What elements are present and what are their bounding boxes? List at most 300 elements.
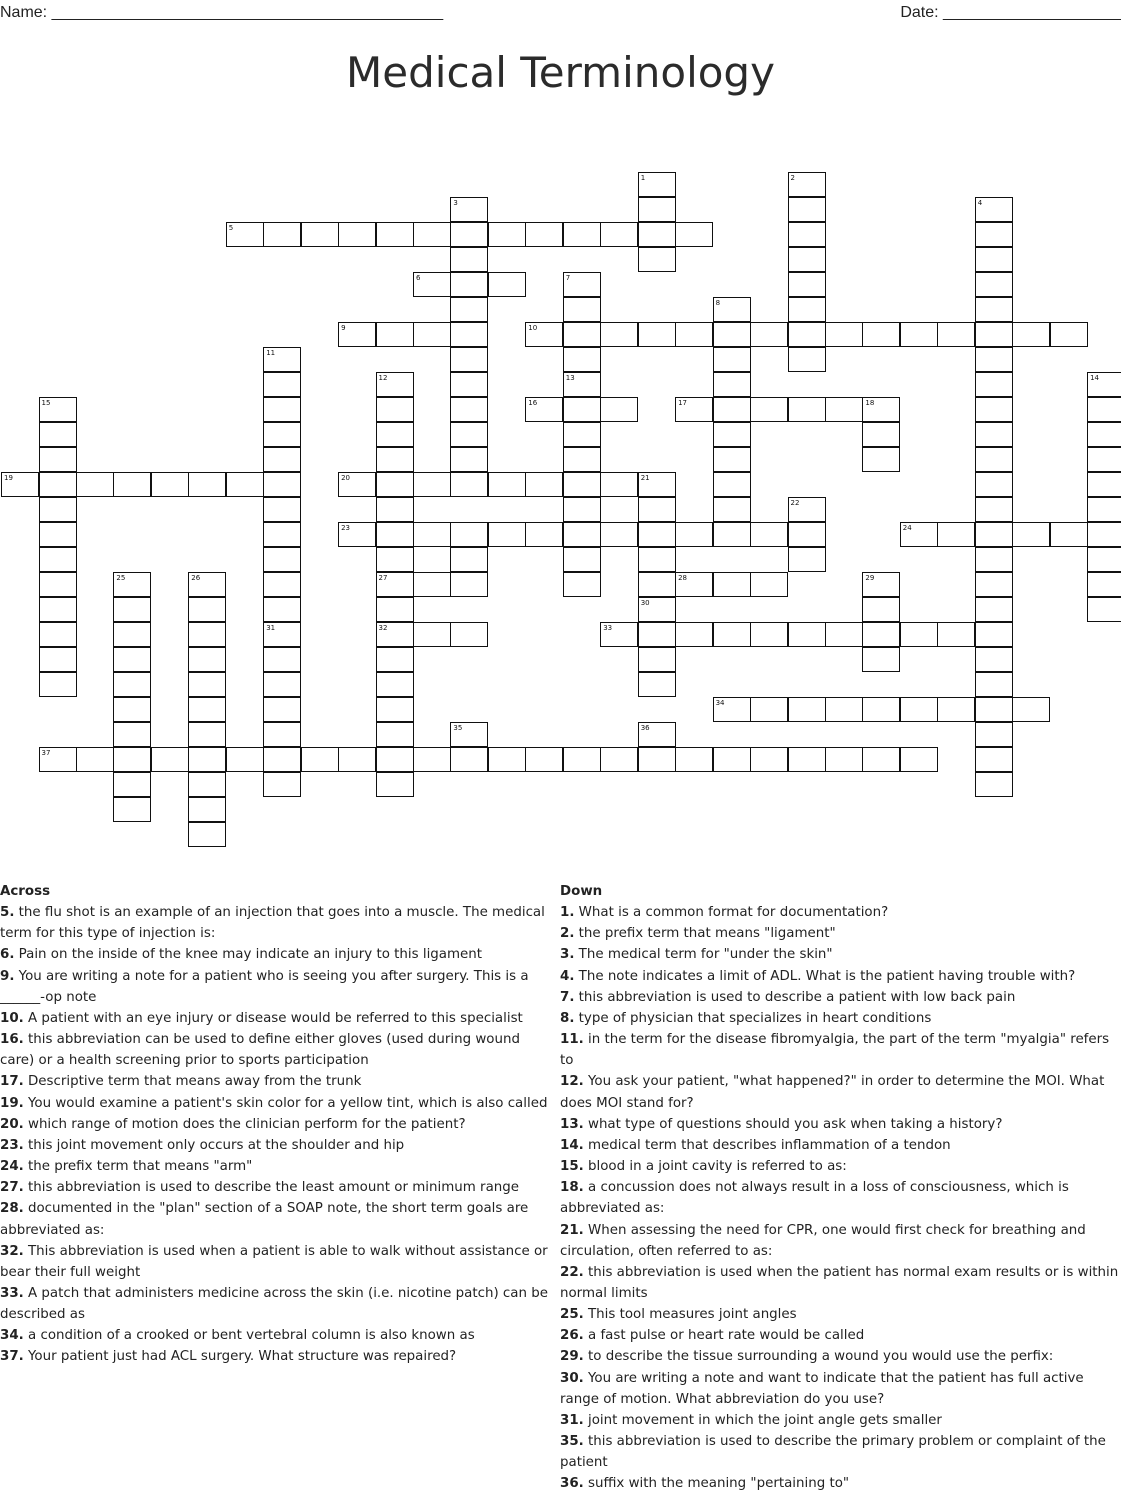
crossword-cell[interactable] (638, 647, 676, 672)
crossword-cell[interactable] (263, 372, 301, 397)
crossword-cell[interactable] (713, 297, 751, 322)
crossword-cell[interactable] (750, 322, 788, 347)
crossword-cell[interactable] (113, 572, 151, 597)
crossword-cell[interactable] (750, 397, 788, 422)
crossword-cell[interactable] (263, 672, 301, 697)
crossword-cell[interactable] (76, 747, 114, 772)
crossword-cell[interactable] (638, 597, 676, 622)
crossword-cell[interactable] (188, 672, 226, 697)
crossword-cell[interactable] (975, 447, 1013, 472)
crossword-cell[interactable] (788, 247, 826, 272)
crossword-cell[interactable] (862, 747, 900, 772)
crossword-cell[interactable] (563, 547, 601, 572)
crossword-cell[interactable] (188, 822, 226, 847)
crossword-cell[interactable] (376, 647, 414, 672)
crossword-cell[interactable] (525, 397, 563, 422)
crossword-cell[interactable] (488, 747, 526, 772)
crossword-cell[interactable] (525, 747, 563, 772)
crossword-cell[interactable] (975, 572, 1013, 597)
crossword-cell[interactable] (113, 722, 151, 747)
crossword-cell[interactable] (1087, 522, 1121, 547)
crossword-cell[interactable] (450, 347, 488, 372)
crossword-cell[interactable] (450, 722, 488, 747)
crossword-cell[interactable] (563, 497, 601, 522)
clue-number: 34 (715, 699, 725, 707)
down-clue (560, 1368, 1120, 1410)
crossword-cell[interactable] (376, 622, 414, 647)
crossword-cell[interactable] (376, 747, 414, 772)
crossword-cell[interactable] (975, 222, 1013, 247)
crossword-cell[interactable] (862, 597, 900, 622)
crossword-cell[interactable] (301, 222, 339, 247)
clue-number: 16 (528, 399, 538, 407)
crossword-cell[interactable] (263, 547, 301, 572)
crossword-cell[interactable] (413, 572, 451, 597)
crossword-cell[interactable] (862, 422, 900, 447)
crossword-cell[interactable] (788, 322, 826, 347)
crossword-cell[interactable] (937, 622, 975, 647)
crossword-cell[interactable] (975, 722, 1013, 747)
crossword-cell[interactable] (263, 722, 301, 747)
crossword-cell[interactable] (975, 597, 1013, 622)
crossword-cell[interactable] (563, 447, 601, 472)
crossword-cell[interactable] (488, 272, 526, 297)
crossword-cell[interactable] (338, 747, 376, 772)
crossword-cell[interactable] (788, 172, 826, 197)
crossword-cell[interactable] (1012, 697, 1050, 722)
crossword-cell[interactable] (788, 272, 826, 297)
crossword-cell[interactable] (788, 497, 826, 522)
crossword-cell[interactable] (1087, 572, 1121, 597)
crossword-cell[interactable] (713, 347, 751, 372)
crossword-cell[interactable] (975, 622, 1013, 647)
crossword-cell[interactable] (975, 247, 1013, 272)
crossword-cell[interactable] (563, 397, 601, 422)
crossword-cell[interactable] (263, 497, 301, 522)
crossword-cell[interactable] (975, 397, 1013, 422)
crossword-cell[interactable] (263, 572, 301, 597)
crossword-cell[interactable] (263, 622, 301, 647)
crossword-cell[interactable] (39, 522, 77, 547)
crossword-cell[interactable] (750, 622, 788, 647)
clue-number: 7. (560, 989, 575, 1005)
crossword-cell[interactable] (376, 672, 414, 697)
crossword-cell[interactable] (975, 547, 1013, 572)
crossword-cell[interactable] (675, 747, 713, 772)
crossword-cell[interactable] (638, 172, 676, 197)
crossword-cell[interactable] (600, 622, 638, 647)
crossword-cell[interactable] (39, 622, 77, 647)
crossword-cell[interactable] (488, 472, 526, 497)
crossword-cell[interactable] (638, 222, 676, 247)
crossword-cell[interactable] (376, 522, 414, 547)
crossword-cell[interactable] (563, 572, 601, 597)
crossword-cell[interactable] (450, 572, 488, 597)
crossword-cell[interactable] (188, 697, 226, 722)
crossword-cell[interactable] (1012, 522, 1050, 547)
crossword-cell[interactable] (525, 322, 563, 347)
crossword-cell[interactable] (900, 622, 938, 647)
crossword-cell[interactable] (525, 222, 563, 247)
crossword-cell[interactable] (1087, 497, 1121, 522)
crossword-cell[interactable] (113, 647, 151, 672)
crossword-cell[interactable] (825, 622, 863, 647)
crossword-cell[interactable] (675, 222, 713, 247)
crossword-cell[interactable] (450, 472, 488, 497)
crossword-cell[interactable] (376, 722, 414, 747)
crossword-cell[interactable] (638, 522, 676, 547)
crossword-cell[interactable] (450, 622, 488, 647)
crossword-cell[interactable] (413, 622, 451, 647)
crossword-cell[interactable] (788, 747, 826, 772)
clue-text: a concussion does not always result in a loss of consciousness, which is abbreviated as: (560, 1180, 1069, 1217)
crossword-cell[interactable] (675, 622, 713, 647)
crossword-cell[interactable] (113, 597, 151, 622)
across-clue (0, 902, 554, 944)
crossword-cell[interactable] (638, 247, 676, 272)
crossword-cell[interactable] (675, 522, 713, 547)
crossword-cell[interactable] (263, 472, 301, 497)
crossword-cell[interactable] (975, 647, 1013, 672)
crossword-cell[interactable] (638, 547, 676, 572)
crossword-cell[interactable] (713, 447, 751, 472)
crossword-cell[interactable] (713, 422, 751, 447)
crossword-cell[interactable] (301, 747, 339, 772)
crossword-cell[interactable] (975, 347, 1013, 372)
crossword-cell[interactable] (862, 572, 900, 597)
crossword-cell[interactable] (1087, 447, 1121, 472)
crossword-cell[interactable] (113, 672, 151, 697)
crossword-cell[interactable] (713, 522, 751, 547)
crossword-cell[interactable] (450, 522, 488, 547)
crossword-cell[interactable] (1012, 322, 1050, 347)
clue-number: 1 (640, 174, 646, 182)
crossword-cell[interactable] (188, 597, 226, 622)
crossword-cell[interactable] (563, 472, 601, 497)
crossword-cell[interactable] (750, 747, 788, 772)
crossword-cell[interactable] (862, 322, 900, 347)
crossword-cell[interactable] (188, 472, 226, 497)
crossword-cell[interactable] (488, 522, 526, 547)
crossword-cell[interactable] (600, 522, 638, 547)
crossword-cell[interactable] (713, 497, 751, 522)
crossword-cell[interactable] (675, 572, 713, 597)
crossword-cell[interactable] (937, 522, 975, 547)
crossword-cell[interactable] (76, 472, 114, 497)
crossword-cell[interactable] (788, 622, 826, 647)
crossword-cell[interactable] (713, 472, 751, 497)
crossword-cell[interactable] (113, 622, 151, 647)
crossword-cell[interactable] (450, 547, 488, 572)
crossword-cell[interactable] (376, 422, 414, 447)
crossword-cell[interactable] (450, 747, 488, 772)
crossword-cell[interactable] (563, 422, 601, 447)
crossword-cell[interactable] (226, 472, 264, 497)
crossword-cell[interactable] (563, 747, 601, 772)
crossword-cell[interactable] (563, 222, 601, 247)
clue-number: 30. (560, 1370, 584, 1386)
crossword-cell[interactable] (638, 197, 676, 222)
crossword-cell[interactable] (39, 647, 77, 672)
clue-text: joint movement in which the joint angle gets smaller (583, 1412, 942, 1428)
crossword-cell[interactable] (376, 547, 414, 572)
crossword-cell[interactable] (788, 547, 826, 572)
crossword-cell[interactable] (113, 797, 151, 822)
clue-number: 23 (341, 524, 351, 532)
crossword-cell[interactable] (1050, 322, 1088, 347)
crossword-cell[interactable] (975, 772, 1013, 797)
crossword-cell[interactable] (975, 747, 1013, 772)
across-clue (0, 1346, 554, 1367)
crossword-cell[interactable] (376, 322, 414, 347)
crossword-cell[interactable] (113, 747, 151, 772)
crossword-cell[interactable] (413, 747, 451, 772)
crossword-cell[interactable] (825, 322, 863, 347)
crossword-cell[interactable] (975, 197, 1013, 222)
crossword-cell[interactable] (263, 597, 301, 622)
crossword-cell[interactable] (188, 647, 226, 672)
crossword-cell[interactable] (450, 247, 488, 272)
crossword-cell[interactable] (975, 472, 1013, 497)
crossword-cell[interactable] (39, 397, 77, 422)
crossword-cell[interactable] (900, 522, 938, 547)
crossword-cell[interactable] (788, 697, 826, 722)
crossword-cell[interactable] (1050, 522, 1088, 547)
crossword-cell[interactable] (600, 747, 638, 772)
crossword-cell[interactable] (937, 697, 975, 722)
crossword-cell[interactable] (413, 522, 451, 547)
crossword-cell[interactable] (263, 397, 301, 422)
crossword-cell[interactable] (226, 747, 264, 772)
crossword-cell[interactable] (1087, 422, 1121, 447)
crossword-cell[interactable] (113, 472, 151, 497)
crossword-cell[interactable] (450, 197, 488, 222)
crossword-cell[interactable] (450, 272, 488, 297)
clue-number: 24 (902, 524, 912, 532)
crossword-cell[interactable] (825, 397, 863, 422)
crossword-cell[interactable] (263, 647, 301, 672)
crossword-cell[interactable] (600, 322, 638, 347)
crossword-cell[interactable] (39, 747, 77, 772)
down-clue (560, 1135, 1120, 1156)
down-clue (560, 1008, 1120, 1029)
clue-text: You would examine a patient's skin color for a yellow tint, which is also called (23, 1095, 548, 1111)
crossword-cell[interactable] (1087, 372, 1121, 397)
crossword-cell[interactable] (900, 747, 938, 772)
crossword-cell[interactable] (188, 747, 226, 772)
crossword-cell[interactable] (450, 222, 488, 247)
crossword-cell[interactable] (563, 522, 601, 547)
crossword-cell[interactable] (338, 322, 376, 347)
clue-number: 35. (560, 1434, 584, 1450)
crossword-cell[interactable] (1087, 547, 1121, 572)
crossword-cell[interactable] (376, 597, 414, 622)
crossword-cell[interactable] (263, 772, 301, 797)
crossword-cell[interactable] (975, 272, 1013, 297)
crossword-cell[interactable] (675, 397, 713, 422)
crossword-cell[interactable] (750, 572, 788, 597)
crossword-cell[interactable] (376, 222, 414, 247)
crossword-cell[interactable] (338, 472, 376, 497)
crossword-cell[interactable] (563, 322, 601, 347)
crossword-cell[interactable] (788, 522, 826, 547)
crossword-cell[interactable] (788, 297, 826, 322)
crossword-cell[interactable] (226, 222, 264, 247)
crossword-cell[interactable] (151, 747, 189, 772)
crossword-cell[interactable] (675, 322, 713, 347)
down-clue (560, 1156, 1120, 1177)
crossword-cell[interactable] (376, 697, 414, 722)
crossword-cell[interactable] (975, 297, 1013, 322)
clue-number: 28 (678, 574, 688, 582)
crossword-cell[interactable] (862, 447, 900, 472)
clue-text: this joint movement only occurs at the shoulder and hip (23, 1137, 405, 1153)
crossword-cell[interactable] (713, 572, 751, 597)
crossword-cell[interactable] (338, 222, 376, 247)
crossword-cell[interactable] (975, 672, 1013, 697)
crossword-cell[interactable] (862, 622, 900, 647)
crossword-cell[interactable] (825, 747, 863, 772)
crossword-cell[interactable] (1087, 397, 1121, 422)
crossword-cell[interactable] (376, 372, 414, 397)
crossword-cell[interactable] (638, 622, 676, 647)
crossword-cell[interactable] (937, 322, 975, 347)
crossword-cell[interactable] (188, 797, 226, 822)
crossword-cell[interactable] (788, 222, 826, 247)
crossword-cell[interactable] (975, 322, 1013, 347)
crossword-cell[interactable] (450, 322, 488, 347)
crossword-cell[interactable] (376, 447, 414, 472)
crossword-cell[interactable] (413, 322, 451, 347)
crossword-cell[interactable] (563, 372, 601, 397)
clue-text: This abbreviation is used when a patient is able to walk without assistance or bear their full weight (0, 1243, 548, 1280)
crossword-cell[interactable] (713, 622, 751, 647)
crossword-cell[interactable] (263, 447, 301, 472)
crossword-cell[interactable] (338, 522, 376, 547)
crossword-cell[interactable] (525, 522, 563, 547)
clue-text: A patch that administers medicine across the skin (i.e. nicotine patch) can be described as (0, 1285, 548, 1323)
crossword-cell[interactable] (788, 397, 826, 422)
crossword-cell[interactable] (450, 297, 488, 322)
crossword-cell[interactable] (1087, 472, 1121, 497)
crossword-cell[interactable] (900, 697, 938, 722)
down-clue (560, 1431, 1120, 1473)
clue-number: 6. (0, 947, 15, 963)
crossword-cell[interactable] (638, 497, 676, 522)
crossword-cell[interactable] (600, 397, 638, 422)
crossword-cell[interactable] (862, 647, 900, 672)
clue-number: 37 (41, 749, 51, 757)
crossword-cell[interactable] (151, 472, 189, 497)
crossword-cell[interactable] (39, 597, 77, 622)
name-field-label: Name: ____________________________________________ (0, 4, 444, 21)
crossword-cell[interactable] (488, 222, 526, 247)
crossword-cell[interactable] (39, 547, 77, 572)
crossword-cell[interactable] (376, 572, 414, 597)
crossword-cell[interactable] (975, 697, 1013, 722)
crossword-cell[interactable] (188, 722, 226, 747)
crossword-cell[interactable] (450, 397, 488, 422)
crossword-cell[interactable] (188, 622, 226, 647)
crossword-cell[interactable] (113, 697, 151, 722)
crossword-cell[interactable] (188, 572, 226, 597)
crossword-cell[interactable] (750, 697, 788, 722)
crossword-cell[interactable] (450, 447, 488, 472)
crossword-cell[interactable] (750, 522, 788, 547)
crossword-cell[interactable] (638, 472, 676, 497)
crossword-cell[interactable] (788, 197, 826, 222)
crossword-cell[interactable] (600, 472, 638, 497)
crossword-cell[interactable] (713, 697, 751, 722)
crossword-cell[interactable] (263, 347, 301, 372)
crossword-cell[interactable] (376, 472, 414, 497)
crossword-cell[interactable] (450, 372, 488, 397)
crossword-cell[interactable] (39, 497, 77, 522)
crossword-cell[interactable] (450, 422, 488, 447)
crossword-cell[interactable] (713, 322, 751, 347)
crossword-cell[interactable] (413, 472, 451, 497)
crossword-cell[interactable] (263, 522, 301, 547)
crossword-cell[interactable] (638, 672, 676, 697)
crossword-cell[interactable] (638, 572, 676, 597)
crossword-cell[interactable] (563, 272, 601, 297)
crossword-cell[interactable] (376, 772, 414, 797)
crossword-cell[interactable] (975, 522, 1013, 547)
crossword-cell[interactable] (975, 497, 1013, 522)
crossword-cell[interactable] (188, 772, 226, 797)
crossword-cell[interactable] (638, 747, 676, 772)
crossword-cell[interactable] (563, 347, 601, 372)
crossword-cell[interactable] (1, 472, 39, 497)
crossword-cell[interactable] (525, 472, 563, 497)
crossword-cell[interactable] (713, 397, 751, 422)
crossword-cell[interactable] (39, 422, 77, 447)
crossword-cell[interactable] (113, 772, 151, 797)
down-heading: Down (560, 884, 603, 899)
crossword-cell[interactable] (1087, 597, 1121, 622)
clue-text: A patient with an eye injury or disease would be referred to this specialist (23, 1010, 523, 1026)
crossword-cell[interactable] (376, 497, 414, 522)
crossword-cell[interactable] (900, 322, 938, 347)
crossword-cell[interactable] (263, 422, 301, 447)
crossword-cell[interactable] (563, 297, 601, 322)
crossword-cell[interactable] (39, 447, 77, 472)
crossword-cell[interactable] (413, 272, 451, 297)
clue-number: 14. (560, 1137, 584, 1153)
crossword-cell[interactable] (713, 372, 751, 397)
crossword-cell[interactable] (263, 697, 301, 722)
crossword-cell[interactable] (39, 472, 77, 497)
crossword-cell[interactable] (788, 347, 826, 372)
crossword-cell[interactable] (376, 397, 414, 422)
crossword-cell[interactable] (638, 322, 676, 347)
crossword-cell[interactable] (638, 722, 676, 747)
clue-number: 2 (790, 174, 795, 182)
crossword-cell[interactable] (413, 222, 451, 247)
crossword-cell[interactable] (862, 697, 900, 722)
crossword-cell[interactable] (39, 672, 77, 697)
crossword-cell[interactable] (263, 222, 301, 247)
clue-text: This tool measures joint angles (583, 1307, 797, 1323)
crossword-cell[interactable] (975, 372, 1013, 397)
crossword-cell[interactable] (862, 397, 900, 422)
crossword-cell[interactable] (600, 222, 638, 247)
crossword-cell[interactable] (263, 747, 301, 772)
crossword-cell[interactable] (713, 747, 751, 772)
crossword-cell[interactable] (975, 422, 1013, 447)
crossword-cell[interactable] (39, 572, 77, 597)
crossword-cell[interactable] (825, 697, 863, 722)
